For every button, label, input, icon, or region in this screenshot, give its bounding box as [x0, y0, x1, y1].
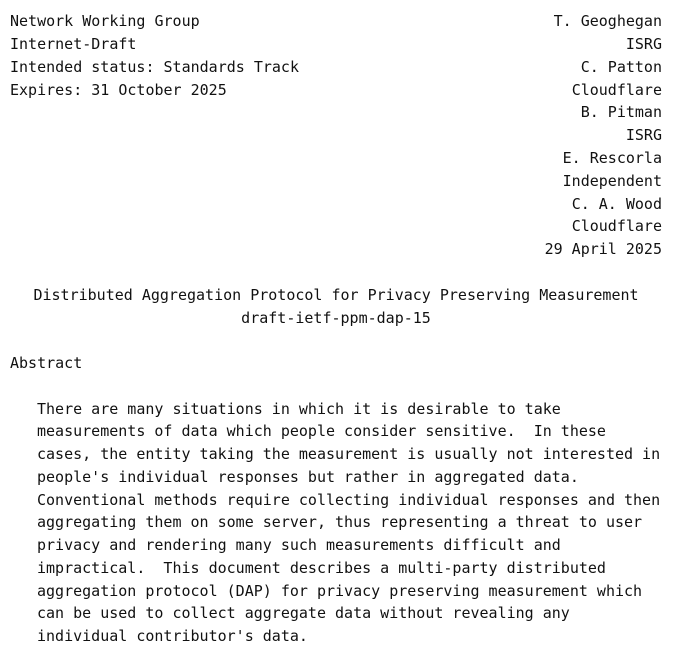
author-name: C. Patton [580, 58, 662, 76]
document-date: 29 April 2025 [544, 240, 662, 258]
header-document-type: Internet-Draft [10, 35, 137, 53]
author-organization: ISRG [625, 126, 662, 144]
author-name: B. Pitman [580, 103, 662, 121]
header-intended-status: Intended status: Standards Track [10, 58, 299, 76]
document-title: Distributed Aggregation Protocol for Privacy Preserving Measurement [33, 286, 639, 304]
abstract-line: impractical. This document describes a multi-party distributed [37, 559, 606, 577]
abstract-line: people's individual responses but rather in aggregated data. [37, 468, 579, 486]
abstract-line: aggregating them on some server, thus representing a threat to user [37, 513, 643, 531]
author-organization: Cloudflare [571, 81, 662, 99]
author-name: T. Geoghegan [553, 12, 662, 30]
abstract-line: individual contributor's data. [37, 627, 308, 645]
abstract-line: Conventional methods require collecting individual responses and then [37, 491, 661, 509]
abstract-heading: Abstract [10, 354, 83, 372]
author-organization: Cloudflare [571, 217, 662, 235]
author-name: E. Rescorla [562, 149, 662, 167]
abstract-line: cases, the entity taking the measurement is usually not interested in [37, 445, 661, 463]
author-organization: Independent [562, 172, 662, 190]
draft-name: draft-ietf-ppm-dap-15 [241, 309, 431, 327]
header-working-group: Network Working Group [10, 12, 200, 30]
header-expires: Expires: 31 October 2025 [10, 81, 227, 99]
author-name: C. A. Wood [571, 195, 662, 213]
abstract-line: privacy and rendering many such measurements difficult and [37, 536, 561, 554]
abstract-line: can be used to collect aggregate data without revealing any [37, 604, 570, 622]
abstract-line: aggregation protocol (DAP) for privacy preserving measurement which [37, 582, 643, 600]
abstract-line: measurements of data which people consider sensitive. In these [37, 422, 606, 440]
author-organization: ISRG [625, 35, 662, 53]
abstract-line: There are many situations in which it is desirable to take [37, 400, 561, 418]
